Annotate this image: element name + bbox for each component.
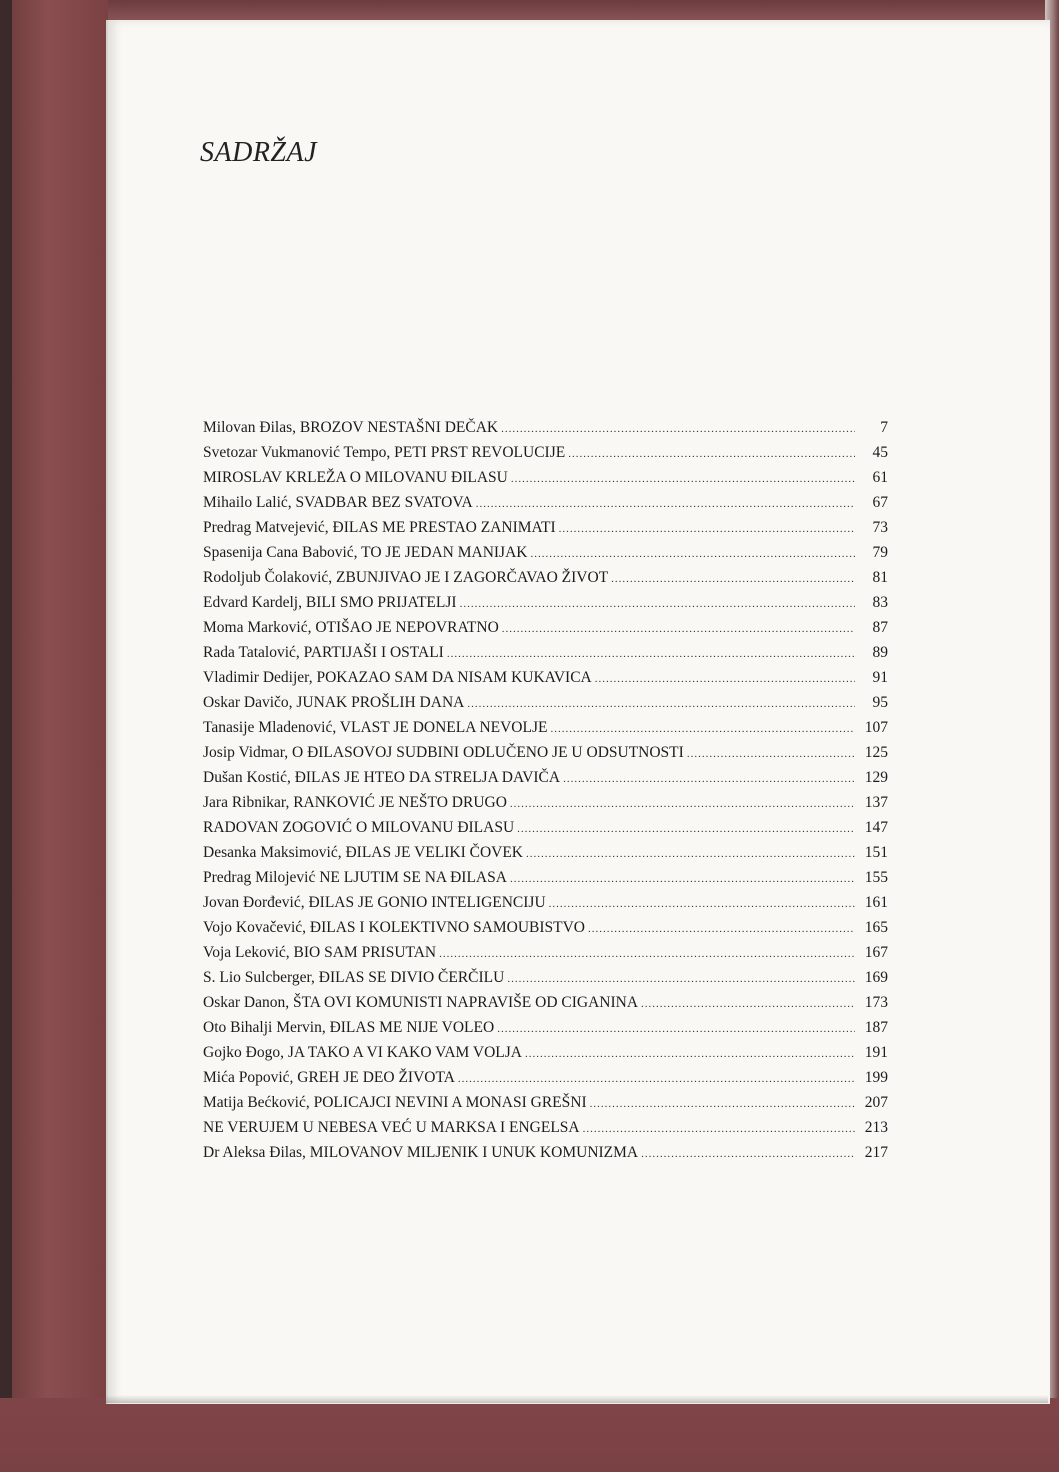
page-shadow — [106, 1395, 1048, 1403]
toc-entry — [203, 419, 888, 444]
dot-leader — [460, 598, 855, 610]
toc-entry-title: Svetozar Vukmanović Tempo, PETI PRST REVOLUCIJE — [203, 444, 566, 461]
toc-entry-page-number: 187 — [864, 1019, 888, 1036]
toc-entry — [203, 869, 888, 894]
toc-entry-title: Mihailo Lalić, SVADBAR BEZ SVATOVA — [203, 494, 473, 511]
dot-leader — [530, 548, 855, 560]
dot-leader — [525, 1048, 855, 1060]
toc-entry — [203, 669, 888, 694]
dot-leader — [641, 998, 855, 1010]
toc-entry-title: Edvard Kardelj, BILI SMO PRIJATELJI — [203, 594, 457, 611]
toc-entry — [203, 569, 888, 594]
dot-leader — [517, 823, 855, 835]
toc-entry-title: Desanka Maksimović, ĐILAS JE VELIKI ČOVEK — [203, 844, 523, 861]
toc-entry-page-number: 107 — [864, 719, 888, 736]
toc-entry-title: Oto Bihalji Mervin, ĐILAS ME NIJE VOLEO — [203, 1019, 495, 1036]
toc-entry-page-number: 167 — [864, 944, 888, 961]
toc-entry — [203, 1144, 888, 1169]
toc-entry — [203, 1044, 888, 1069]
toc-entry — [203, 1094, 888, 1119]
toc-entry-title: Josip Vidmar, O ĐILASOVOJ SUDBINI ODLUČENO JE U ODSUTNOSTI — [203, 744, 684, 761]
toc-entry — [203, 494, 888, 519]
dot-leader — [501, 423, 855, 435]
toc-entry-page-number: 191 — [864, 1044, 888, 1061]
toc-entry — [203, 744, 888, 769]
toc-entry-page-number: 155 — [864, 869, 888, 886]
scan-edge — [0, 0, 12, 1472]
toc-entry — [203, 919, 888, 944]
toc-entry — [203, 794, 888, 819]
toc-entry-page-number: 173 — [864, 994, 888, 1011]
toc-entry-title: Mića Popović, GREH JE DEO ŽIVOTA — [203, 1069, 455, 1086]
toc-entry-page-number: 67 — [872, 494, 888, 511]
dot-leader — [439, 948, 855, 960]
dot-leader — [550, 723, 855, 735]
dot-leader — [511, 473, 855, 485]
toc-entry-title: Vladimir Dedijer, POKAZAO SAM DA NISAM KUKAVICA — [203, 669, 592, 686]
toc-entry — [203, 444, 888, 469]
toc-entry-page-number: 83 — [872, 594, 888, 611]
toc-entry-title: Predrag Matvejević, ĐILAS ME PRESTAO ZANIMATI — [203, 519, 556, 536]
toc-entry — [203, 1069, 888, 1094]
toc-entry-page-number: 81 — [872, 569, 888, 586]
toc-entry-page-number: 161 — [864, 894, 888, 911]
dot-leader — [641, 1148, 855, 1160]
toc-entry-title: Matija Bećković, POLICAJCI NEVINI A MONASI GREŠNI — [203, 1094, 587, 1111]
toc-list — [203, 419, 888, 1169]
toc-entry-title: Spasenija Cana Babović, TO JE JEDAN MANIJAK — [203, 544, 528, 561]
toc-entry — [203, 994, 888, 1019]
dot-leader — [507, 973, 855, 985]
book-cover-bottom — [0, 1398, 1059, 1472]
toc-entry-title: Rodoljub Čolaković, ZBUNJIVAO JE I ZAGORČAVAO ŽIVOT — [203, 569, 609, 586]
toc-entry — [203, 1019, 888, 1044]
toc-entry — [203, 969, 888, 994]
toc-entry-title: MIROSLAV KRLEŽA O MILOVANU ĐILASU — [203, 469, 508, 486]
toc-entry-page-number: 73 — [872, 519, 888, 536]
toc-entry — [203, 719, 888, 744]
toc-entry-page-number: 125 — [864, 744, 888, 761]
toc-entry-page-number: 199 — [864, 1069, 888, 1086]
toc-entry-page-number: 207 — [864, 1094, 888, 1111]
toc-entry-page-number: 7 — [880, 419, 888, 436]
dot-leader — [588, 923, 855, 935]
toc-entry-title: Oskar Davičo, JUNAK PROŠLIH DANA — [203, 694, 465, 711]
toc-entry-title: Voja Leković, BIO SAM PRISUTAN — [203, 944, 437, 961]
toc-entry-page-number: 91 — [872, 669, 888, 686]
toc-entry — [203, 844, 888, 869]
dot-leader — [568, 448, 855, 460]
dot-leader — [526, 848, 855, 860]
toc-entry-title: NE VERUJEM U NEBESA VEĆ U MARKSA I ENGELSA — [203, 1119, 580, 1136]
dot-leader — [502, 623, 855, 635]
dot-leader — [510, 873, 855, 885]
toc-entry-page-number: 151 — [864, 844, 888, 861]
dot-leader — [611, 573, 855, 585]
toc-entry-page-number: 79 — [872, 544, 888, 561]
toc-entry-page-number: 95 — [872, 694, 888, 711]
toc-entry-page-number: 137 — [864, 794, 888, 811]
toc-entry-page-number: 217 — [864, 1144, 888, 1161]
toc-entry-page-number: 169 — [864, 969, 888, 986]
dot-leader — [687, 748, 855, 760]
toc-entry — [203, 619, 888, 644]
toc-entry-page-number: 213 — [864, 1119, 888, 1136]
toc-entry-title: Gojko Đogo, JA TAKO A VI KAKO VAM VOLJA — [203, 1044, 522, 1061]
toc-entry-title: Vojo Kovačević, ĐILAS I KOLEKTIVNO SAMOUBISTVO — [203, 919, 586, 936]
toc-entry — [203, 769, 888, 794]
toc-entry-title: Dr Aleksa Đilas, MILOVANOV MILJENIK I UNUK KOMUNIZMA — [203, 1144, 639, 1161]
toc-entry — [203, 819, 888, 844]
toc-entry-title: Jovan Đorđević, ĐILAS JE GONIO INTELIGENCIJU — [203, 894, 546, 911]
dot-leader — [559, 523, 855, 535]
dot-leader — [476, 498, 855, 510]
toc-entry-title: Moma Marković, OTIŠAO JE NEPOVRATNO — [203, 619, 499, 636]
toc-entry-title: Rada Tatalović, PARTIJAŠI I OSTALI — [203, 644, 444, 661]
book-cover-left — [0, 0, 108, 1472]
toc-entry — [203, 469, 888, 494]
toc-entry-title: Tanasije Mladenović, VLAST JE DONELA NEVOLJE — [203, 719, 548, 736]
dot-leader — [595, 673, 855, 685]
toc-entry-page-number: 147 — [864, 819, 888, 836]
dot-leader — [497, 1023, 855, 1035]
toc-entry-page-number: 61 — [872, 469, 888, 486]
dot-leader — [549, 898, 855, 910]
toc-entry-page-number: 87 — [872, 619, 888, 636]
toc-entry-title: S. Lio Sulcberger, ĐILAS SE DIVIO ČERČILU — [203, 969, 505, 986]
toc-entry — [203, 644, 888, 669]
toc-entry-title: Jara Ribnikar, RANKOVIĆ JE NEŠTO DRUGO — [203, 794, 507, 811]
book-cover-top — [0, 0, 1059, 22]
dot-leader — [467, 698, 855, 710]
dot-leader — [590, 1098, 855, 1110]
dot-leader — [458, 1073, 855, 1085]
dot-leader — [583, 1123, 855, 1135]
toc-entry — [203, 1119, 888, 1144]
dot-leader — [447, 648, 855, 660]
toc-entry-title: RADOVAN ZOGOVIĆ O MILOVANU ĐILASU — [203, 819, 515, 836]
toc-entry — [203, 519, 888, 544]
toc-entry — [203, 894, 888, 919]
toc-entry — [203, 544, 888, 569]
toc-entry-page-number: 89 — [872, 644, 888, 661]
toc-entry-page-number: 129 — [864, 769, 888, 786]
toc-entry — [203, 594, 888, 619]
toc-entry — [203, 694, 888, 719]
dot-leader — [563, 773, 855, 785]
toc-entry-title: Dušan Kostić, ĐILAS JE HTEO DA STRELJA DAVIČA — [203, 769, 561, 786]
dot-leader — [510, 798, 855, 810]
toc-entry-page-number: 45 — [872, 444, 888, 461]
toc-entry-title: Oskar Danon, ŠTA OVI KOMUNISTI NAPRAVIŠE OD CIGANINA — [203, 994, 639, 1011]
toc-entry — [203, 944, 888, 969]
toc-entry-title: Predrag Milojević NE LJUTIM SE NA ĐILASA — [203, 869, 507, 886]
toc-entry-page-number: 165 — [864, 919, 888, 936]
page-title: SADRŽAJ — [200, 137, 318, 168]
toc-entry-title: Milovan Đilas, BROZOV NESTAŠNI DEČAK — [203, 419, 499, 436]
